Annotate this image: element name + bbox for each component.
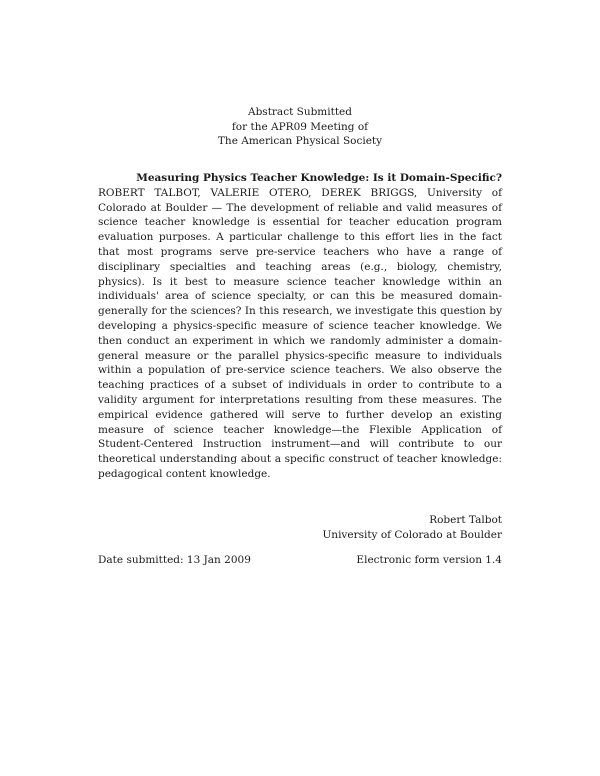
abstract-title: Measuring Physics Teacher Knowledge: Is it Domain-Specific?	[136, 172, 502, 184]
signature-affiliation: University of Colorado at Boulder	[322, 529, 502, 541]
abstract-block	[98, 171, 502, 482]
header-line-abstract-submitted: Abstract Submitted	[248, 106, 352, 118]
signature-name: Robert Talbot	[429, 514, 502, 526]
date-submitted: Date submitted: 13 Jan 2009	[98, 554, 251, 566]
submission-header	[0, 105, 600, 149]
abstract-separator: —	[207, 201, 227, 214]
signature-block	[322, 513, 502, 543]
abstract-authors: ROBERT TALBOT, VALERIE OTERO, DEREK BRIGGS, University of Colorado at Boulder	[98, 186, 502, 214]
header-line-society: The American Physical Society	[217, 135, 383, 147]
abstract-body: The development of reliable and valid measures of science teacher knowledge is essential for teacher education program evaluation purposes. A particular challenge to this effort lies in the fact that most programs serve pre-service teachers who have a range of disciplinary specialties and teaching areas (e.g., biology, chemistry, physics). Is it best to measure science teacher knowledge within an individuals' area of science specialty, or can this be measured domain-generally for the sciences? In this research, we investigate this question by developing a physics-specific measure of science teacher knowledge. We then conduct an experiment in which we randomly administer a domain-general measure or the parallel physics-specific measure to individuals within a population of pre-service science teachers. We also observe the teaching practices of a subset of individuals in order to contribute to a validity argument for interpretations resulting from these measures. The empirical evidence gathered will serve to further develop an existing measure of science teacher knowledge—the Flexible Application of Student-Centered Instruction instrument—and will contribute to our theoretical understanding about a specific construct of teacher knowledge: pedagogical content knowledge.	[98, 201, 502, 480]
header-line-meeting: for the APR09 Meeting of	[231, 120, 369, 133]
form-version: Electronic form version 1.4	[356, 554, 502, 566]
